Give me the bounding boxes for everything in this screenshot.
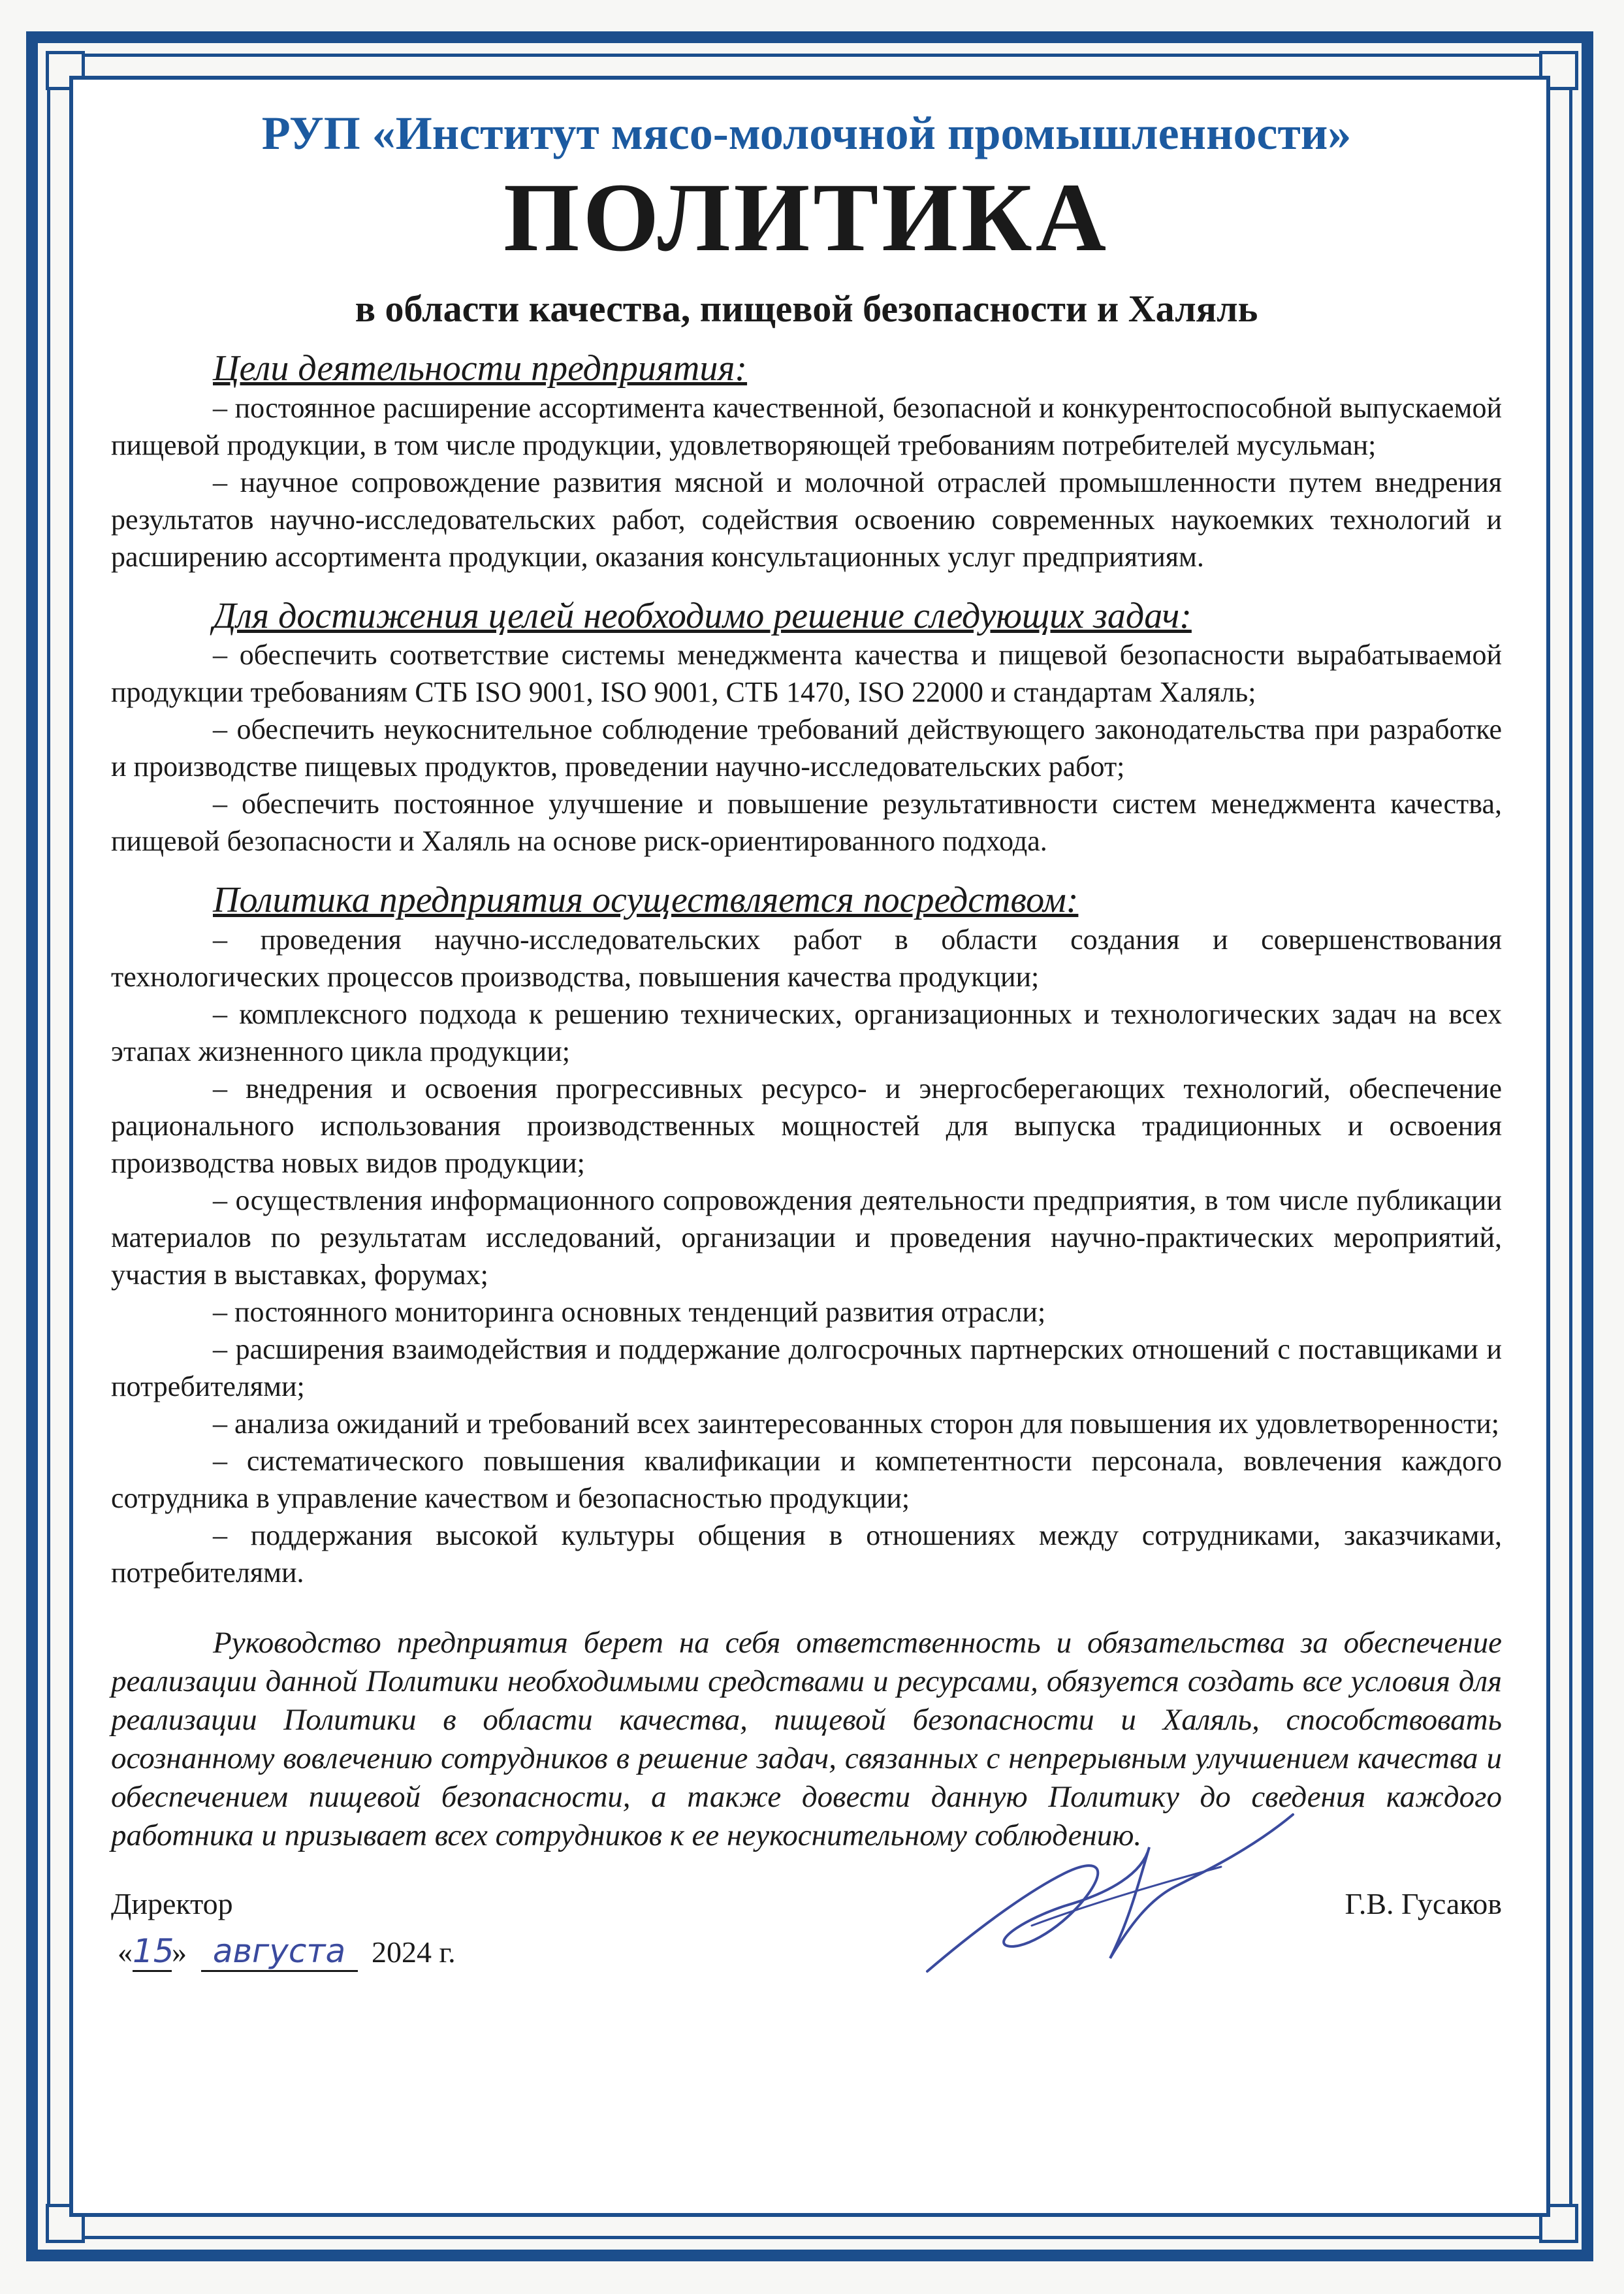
list-item: – обеспечить неукоснительное соблюдение требований действующего законодательства при разработке и производстве пищевых продуктов, проведении научно-исследовательских работ; (111, 713, 1502, 783)
list-item: – постоянного мониторинга основных тенденций развития отрасли; (213, 1295, 1046, 1328)
date-month: августа (201, 1932, 358, 1972)
section-tasks (111, 596, 1502, 860)
document-title: ПОЛИТИКА (503, 163, 1110, 272)
section-heading: Политика предприятия осуществляется посредством: (213, 880, 1079, 921)
organization-name: РУП «Институт мясо-молочной промышленности» (261, 107, 1352, 159)
section-goals (111, 349, 1502, 575)
list-item: – проведения научно-исследовательских работ в области создания и совершенствования технологических процессов производства, повышения качества продукции; (111, 923, 1502, 993)
document-body (111, 98, 1502, 2017)
list-item: – систематического повышения квалификации и компетентности персонала, вовлечения каждого сотрудника в управление качеством и безопасностью продукции; (111, 1444, 1502, 1514)
date-close-quote: » (172, 1935, 187, 1969)
handwritten-signature (914, 1795, 1306, 1991)
list-item: – осуществления информационного сопровождения деятельности предприятия, в том числе публикации материалов по результатам исследований, организации и проведения научно-практических мероприятий, участия в выставках, форумах; (111, 1184, 1502, 1291)
list-item: – расширения взаимодействия и поддержание долгосрочных партнерских отношений с поставщиками и потребителями; (111, 1333, 1502, 1402)
signer-name: Г.В. Гусаков (1345, 1886, 1502, 1920)
date-day: 15 (133, 1932, 172, 1972)
date-year: 2024 г. (372, 1935, 456, 1969)
list-item: – внедрения и освоения прогрессивных ресурсо- и энергосберегающих технологий, обеспечение рационального использования производственных мощностей для выпуска традиционных и освоения производства новых видов продукции; (111, 1072, 1502, 1179)
signature-date (118, 1932, 456, 1972)
list-item: – поддержания высокой культуры общения в отношениях между сотрудниками, заказчиками, потребителями. (111, 1519, 1502, 1589)
document-subtitle: в области качества, пищевой безопасности и Халяль (355, 287, 1258, 330)
list-item: – комплексного подхода к решению технических, организационных и технологических задач на всех этапах жизненного цикла продукции; (111, 997, 1502, 1067)
signer-position: Директор (111, 1886, 233, 1920)
list-item: – научное сопровождение развития мясной и молочной отраслей промышленности путем внедрения результатов научно-исследовательских работ, содействия освоению современных наукоемких технологий и расширению ассортимента продукции, оказания консультационных услуг предприятиям. (111, 466, 1502, 573)
list-item: – обеспечить соответствие системы менеджмента качества и пищевой безопасности вырабатываемой продукции требованиям СТБ ISO 9001, ISO 9001, СТБ 1470, ISO 22000 и стандартам Халяль; (111, 639, 1502, 709)
closing-statement: Руководство предприятия берет на себя ответственность и обязательства за обеспечение реализации данной Политики необходимыми средствами и ресурсами, обязуется создать все условия для реализации Политики в области качества, пищевой безопасности и Халяль, способствовать осознанному вовлечению сотрудников в решение задач, связанных с непрерывным улучшением качества и обеспечением пищевой безопасности, а также довести данную Политику до сведения каждого работника и призывает всех сотрудников к ее неукоснительному соблюдению. (111, 1625, 1502, 1852)
list-item: – обеспечить постоянное улучшение и повышение результативности систем менеджмента качества, пищевой безопасности и Халяль на основе риск-ориентированного подхода. (111, 788, 1502, 858)
signature-block (111, 1886, 1502, 2017)
list-item: – анализа ожиданий и требований всех заинтересованных сторон для повышения их удовлетворенности; (213, 1407, 1499, 1440)
date-open-quote: « (118, 1935, 133, 1969)
section-heading: Для достижения целей необходимо решение следующих задач: (213, 595, 1192, 636)
section-heading: Цели деятельности предприятия: (213, 348, 748, 389)
list-item: – постоянное расширение ассортимента качественной, безопасной и конкурентоспособной выпускаемой пищевой продукции, в том числе продукции, удовлетворяющей требованиям потребителей мусульман; (111, 391, 1502, 461)
section-means (111, 880, 1502, 1591)
